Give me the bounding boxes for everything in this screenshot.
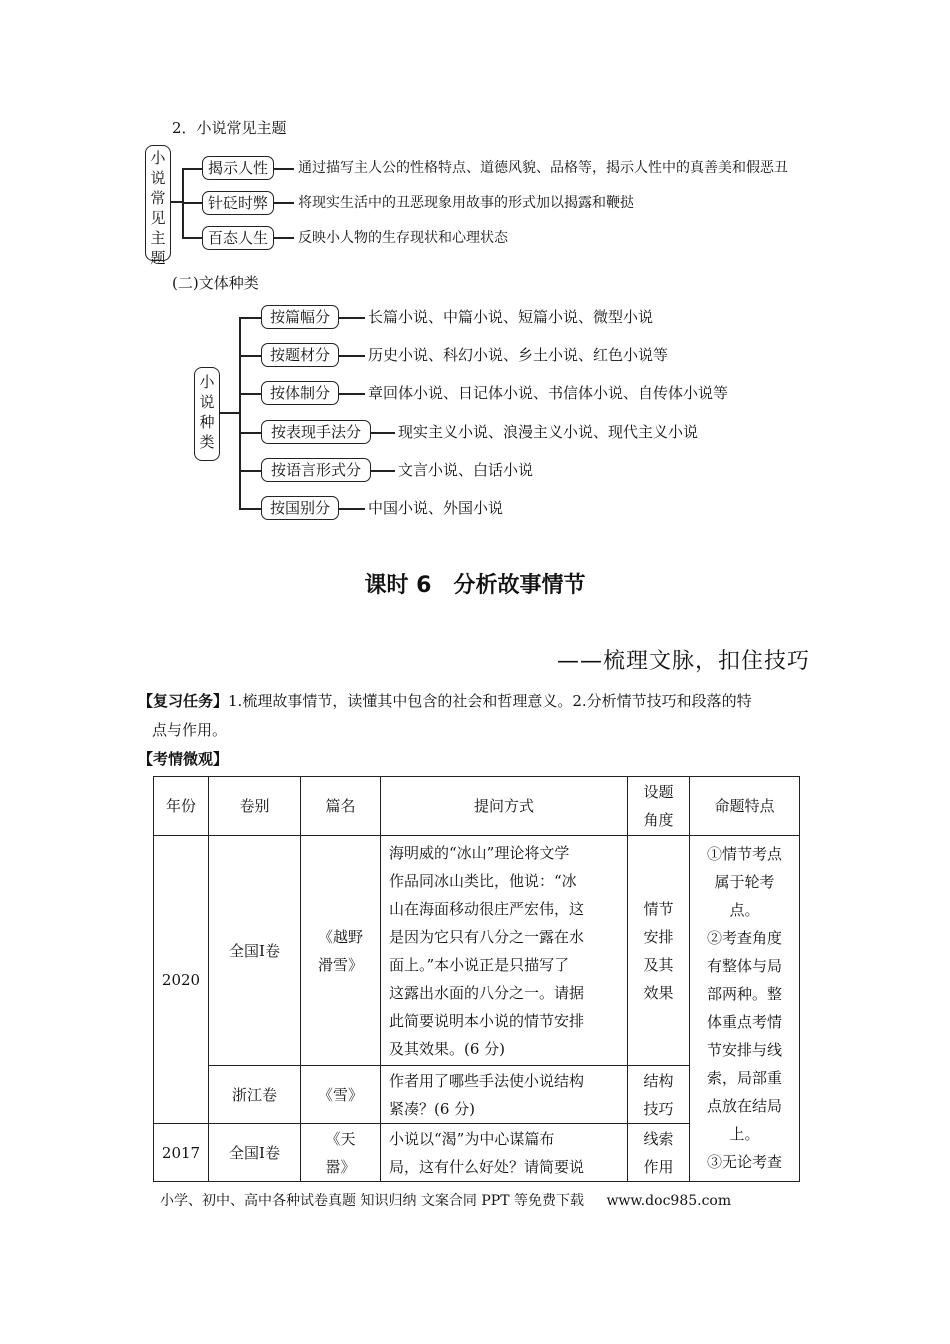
- cell-year: 2020: [154, 836, 209, 1124]
- header-feature: 命题特点: [690, 777, 800, 836]
- theme-label-box: 揭示人性: [202, 156, 274, 180]
- connector: [239, 470, 261, 472]
- review-line-2: 点与作用。: [152, 721, 228, 739]
- section2-heading: (二)文体种类: [172, 274, 259, 292]
- connector: [339, 508, 365, 510]
- lesson-title: 课时 6 分析故事情节: [364, 573, 586, 598]
- header-angle: 设题 角度: [628, 777, 690, 836]
- connector: [239, 355, 261, 357]
- connector: [371, 432, 395, 434]
- cell-angle: 情节 安排 及其 效果: [628, 836, 690, 1066]
- connector: [239, 508, 261, 510]
- cell-piece: 《天 嚣》: [301, 1124, 381, 1182]
- cell-year: 2017: [154, 1124, 209, 1182]
- theme-description: 将现实生活中的丑恶现象用故事的形式加以揭露和鞭挞: [298, 195, 634, 211]
- exam-tag: 【考情微观】: [138, 750, 229, 768]
- cell-paper: 浙江卷: [209, 1066, 301, 1124]
- connector: [274, 202, 294, 204]
- connector: [239, 432, 261, 434]
- connector: [182, 237, 202, 239]
- root-char: 说: [199, 393, 215, 411]
- genre-description: 现实主义小说、浪漫主义小说、现代主义小说: [398, 423, 699, 441]
- table-header-row: [154, 777, 800, 836]
- lesson-subtitle: ——梳理文脉，扣住技巧: [556, 649, 810, 674]
- root-char: 说: [150, 169, 166, 187]
- theme-label-box: 针砭时弊: [202, 191, 274, 215]
- root-char: 主: [150, 229, 166, 247]
- genre-description: 中国小说、外国小说: [368, 499, 504, 517]
- connector: [182, 202, 202, 204]
- genre-label-box: 按语言形式分: [261, 458, 371, 482]
- theme-description: 通过描写主人公的性格特点、道德风貌、品格等，揭示人性中的真善美和假恶丑: [298, 160, 788, 176]
- connector: [274, 237, 294, 239]
- connector: [339, 317, 365, 319]
- connector: [339, 355, 365, 357]
- cell-feature: ①情节考点 属于轮考 点。 ②考查角度 有整体与局 部两种。整 体重点考情 节安排与线 索，局部重 点放在结局 上。 ③无论考查: [690, 836, 800, 1182]
- connector: [339, 393, 365, 395]
- cell-question: 作者用了哪些手法使小说结构 紧凑？(6 分): [381, 1066, 628, 1124]
- connector: [239, 393, 261, 395]
- review-tag: 【复习任务】: [138, 692, 229, 710]
- root-char: 类: [199, 433, 215, 451]
- cell-piece: 《越野 滑雪》: [301, 836, 381, 1066]
- cell-paper: 全国Ⅰ卷: [209, 1124, 301, 1182]
- connector: [182, 168, 202, 170]
- header-year: 年份: [154, 777, 209, 836]
- footer-text: 小学、初中、高中各种试卷真题 知识归纳 文案合同 PPT 等免费下载: [160, 1193, 584, 1209]
- cell-angle: 线索 作用: [628, 1124, 690, 1182]
- cell-paper: 全国Ⅰ卷: [209, 836, 301, 1066]
- cell-question: 小说以“渴”为中心谋篇布 局，这有什么好处？请简要说: [381, 1124, 628, 1182]
- genre-label-box: 按题材分: [261, 343, 339, 367]
- cell-piece: 《雪》: [301, 1066, 381, 1124]
- section1-heading: 2．小说常见主题: [172, 119, 287, 137]
- genre-label-box: 按体制分: [261, 381, 339, 405]
- header-question: 提问方式: [381, 777, 628, 836]
- root-char: 种: [199, 413, 215, 431]
- footer: [160, 1192, 731, 1210]
- connector: [239, 317, 241, 509]
- root-char: 小: [150, 149, 166, 167]
- genre-description: 章回体小说、日记体小说、书信体小说、自传体小说等: [368, 384, 729, 402]
- genre-label-box: 按表现手法分: [261, 420, 371, 444]
- header-piece: 篇名: [301, 777, 381, 836]
- connector: [170, 201, 182, 203]
- root-char: 小: [199, 373, 215, 391]
- theme-description: 反映小人物的生存现状和心理状态: [298, 230, 508, 246]
- exam-table: [153, 776, 800, 1182]
- genre-label-box: 按国别分: [261, 496, 339, 520]
- root-char: 常: [150, 189, 166, 207]
- genre-label-box: 按篇幅分: [261, 305, 339, 329]
- review-line-1: [138, 691, 752, 711]
- theme-label-box: 百态人生: [202, 226, 274, 250]
- review-text: 1.梳理故事情节，读懂其中包含的社会和哲理意义。2.分析情节技巧和段落的特: [228, 692, 752, 710]
- root-char: 题: [150, 249, 166, 267]
- genre-description: 历史小说、科幻小说、乡土小说、红色小说等: [368, 346, 669, 364]
- footer-url[interactable]: www.doc985.com: [606, 1193, 732, 1209]
- table-row: [154, 836, 800, 1066]
- root-char: 见: [150, 209, 166, 227]
- cell-question: 海明威的“冰山”理论将文学 作品同冰山类比，他说：“冰 山在海面移动很庄严宏伟，这 是因为它只有八分之一露在水 面上。”本小说正是只描写了 这露出水面的八分之一。请据 此简要说明本小说的情节安排 及其效果。(6 分): [381, 836, 628, 1066]
- genre-description: 文言小说、白话小说: [398, 461, 534, 479]
- genre-description: 长篇小说、中篇小说、短篇小说、微型小说: [368, 308, 654, 326]
- genre-root-box: [194, 367, 220, 461]
- connector: [274, 168, 294, 170]
- theme-root-box: [145, 145, 171, 267]
- cell-angle: 结构 技巧: [628, 1066, 690, 1124]
- connector: [239, 317, 261, 319]
- connector: [220, 412, 239, 414]
- connector: [371, 470, 395, 472]
- header-paper: 卷别: [209, 777, 301, 836]
